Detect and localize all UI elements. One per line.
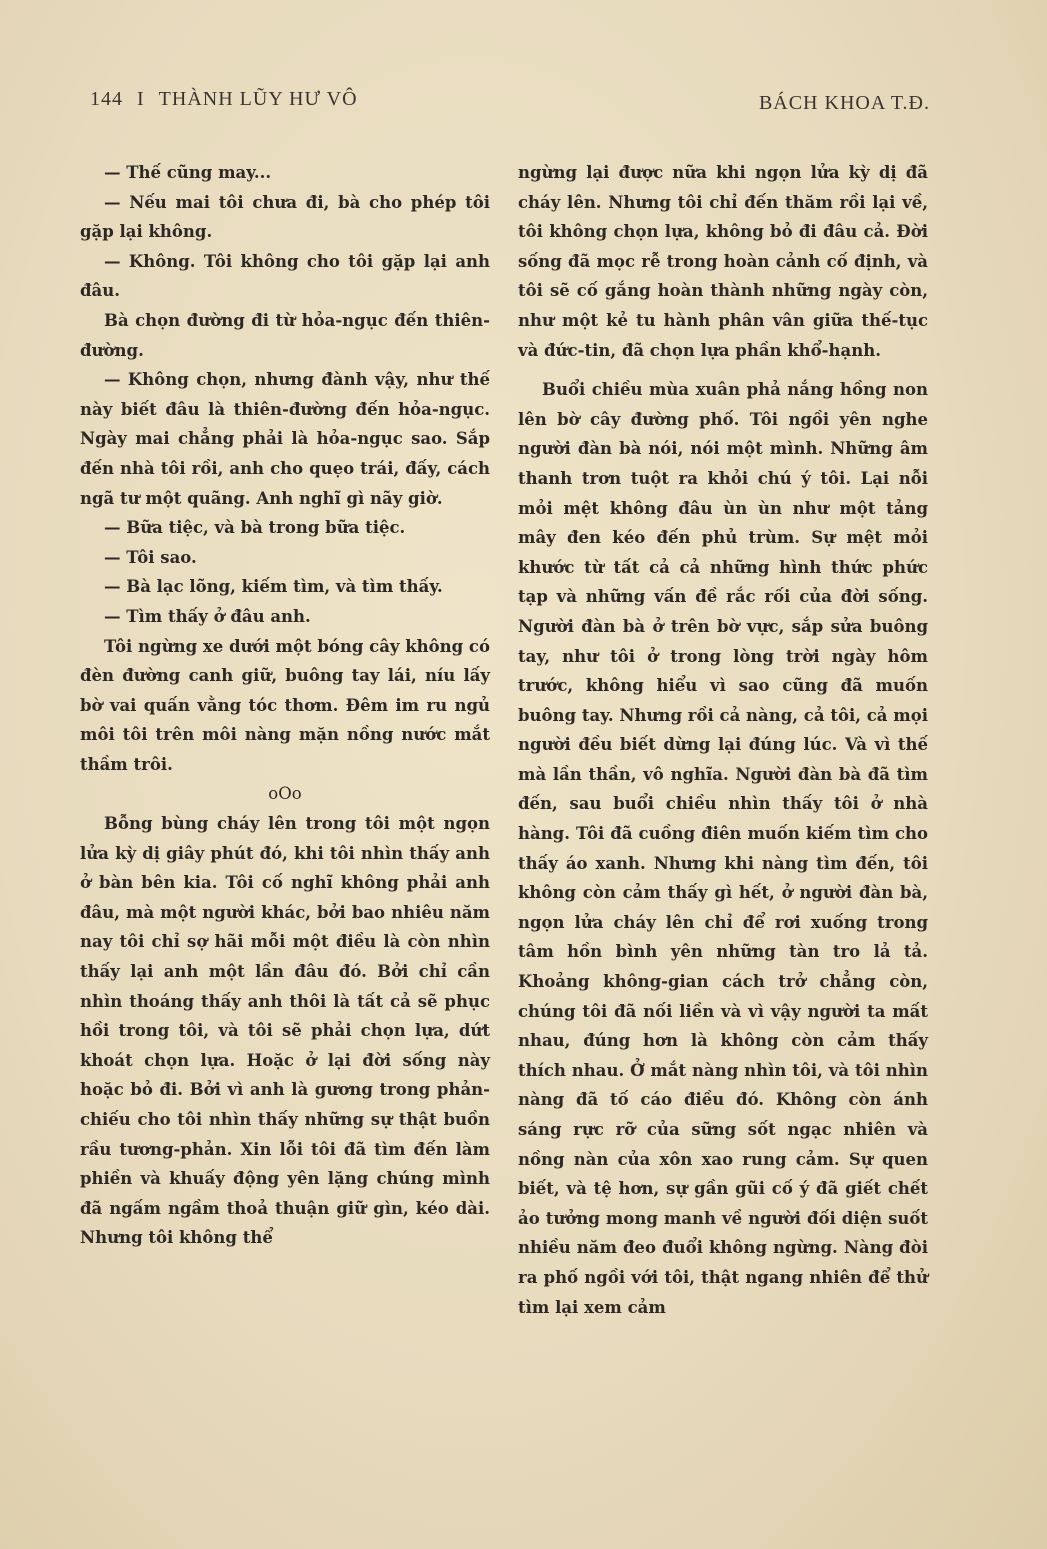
paragraph: — Tôi sao. [104, 547, 197, 567]
paragraph: — Tìm thấy ở đâu anh. [104, 606, 311, 626]
section-break: oOo [268, 784, 302, 804]
right-column [518, 158, 928, 1322]
paragraph: — Bữa tiệc, và bà trong bữa tiệc. [104, 518, 406, 538]
paragraph: Bà chọn đường đi từ hỏa-ngục đến thiên-đường. [80, 310, 490, 360]
paragraph: Bỗng bùng cháy lên trong tôi một ngọn lửa kỳ dị giây phút đó, khi tôi nhìn thấy anh ở bàn bên kia. Tôi cố nghĩ không phải anh đâu, mà một người khác, bởi bao nhiêu năm nay tôi chỉ sợ hãi mỗi một điều là còn nhìn thấy lại anh một lần đâu đó. Bởi chỉ cần nhìn thoáng thấy anh thôi là tất cả sẽ phục hồi trong tôi, và tôi sẽ phải chọn lựa, dứt khoát chọn lựa. Hoặc ở lại đời sống này hoặc bỏ đi. Bởi vì anh là gương trong phản-chiếu cho tôi nhìn thấy những sự thật buồn rầu tương-phản. Xin lỗi tôi đã tìm đến làm phiền và khuấy động yên lặng chúng mình đã ngấm ngầm thoả thuận giữ gìn, kéo dài. Nhưng tôi không thể [80, 814, 490, 1248]
page-number: 144 [90, 88, 123, 110]
paragraph: — Thế cũng may... [104, 163, 272, 182]
paragraph: — Bà lạc lõng, kiếm tìm, và tìm thấy. [104, 577, 443, 597]
story-title: THÀNH LŨY HƯ VÔ [158, 88, 358, 110]
paragraph: — Nếu mai tôi chưa đi, bà cho phép tôi gặp lại không. [80, 192, 490, 242]
running-header [90, 88, 930, 118]
paragraph: — Không chọn, nhưng đành vậy, như thế này biết đâu là thiên-đường đến hỏa-ngục. Ngày mai chẳng phải là hỏa-ngục sao. Sắp đến nhà tôi rồi, anh cho quẹo trái, đấy, cách ngã tư một quãng. Anh nghĩ gì nãy giờ. [80, 370, 490, 508]
publication-name: BÁCH KHOA T.Đ. [758, 92, 930, 114]
paragraph: — Không. Tôi không cho tôi gặp lại anh đâu. [80, 251, 490, 301]
paragraph: Tôi ngừng xe dưới một bóng cây không có đèn đường canh giữ, buông tay lái, níu lấy bờ vai quấn vằng tóc thơm. Đêm im ru ngủ môi tôi trên môi nàng mặn nồng nước mắt thầm trôi. [80, 636, 490, 774]
paragraph: Buổi chiều mùa xuân phả nắng hồng non lên bờ cây đường phố. Tôi ngồi yên nghe người đàn bà nói, nói một mình. Những âm thanh trơn tuột ra khỏi chú ý tôi. Lại nỗi mỏi mệt không đâu ùn ùn như một tảng mây đen kéo đến phủ trùm. Sự mệt mỏi khước từ tất cả cả những hình thức phức tạp và những vấn đề rắc rối của đời sống. Người đàn bà ở trên bờ vực, sắp sửa buông tay, như tôi ở trong lòng trời ngày hôm trước, không hiểu vì sao cũng đã muốn buông tay. Nhưng rồi cả nàng, cả tôi, cả mọi người đều biết dừng lại đúng lúc. Và vì thế mà lần thần, vô nghĩa. Người đàn bà đã tìm đến, sau buổi chiều nhìn thấy tôi ở nhà hàng. Tôi đã cuồng điên muốn kiếm tìm cho thấy áo xanh. Nhưng khi nàng tìm đến, tôi không còn cảm thấy gì hết, ở người đàn bà, ngọn lửa cháy lên chỉ để rơi xuống trong tâm hồn bình yên những tàn tro lả tả. Khoảng không-gian cách trở chẳng còn, chúng tôi đã nối liền và vì vậy người ta mất nhau, đúng hơn là không còn cảm thấy thích nhau. Ở mắt nàng nhìn tôi, và tôi nhìn nàng đã tố cáo điều đó. Không còn ánh sáng rực rỡ của sững sốt ngạc nhiên và nồng nàn của xôn xao rung cảm. Sự quen biết, và tệ hơn, sự gần gũi cố ý đã giết chết ảo tưởng mong manh về người đối diện suốt nhiều năm đeo đuổi không ngừng. Nàng đòi ra phố ngồi với tôi, thật ngang nhiên để thử tìm lại xem cảm [518, 380, 928, 1317]
left-column [80, 158, 490, 1253]
header-left [90, 88, 358, 111]
header-separator: I [137, 88, 145, 110]
paragraph: ngừng lại được nữa khi ngọn lửa kỳ dị đã cháy lên. Nhưng tôi chỉ đến thăm rồi lại về, tôi không chọn lựa, không bỏ đi đâu cả. Đời sống đã mọc rễ trong hoàn cảnh cố định, và tôi sẽ cố gắng hoàn thành những ngày còn, như một kẻ tu hành phân vân giữa thế-tục và đức-tin, đã chọn lựa phần khổ-hạnh. [518, 163, 928, 360]
